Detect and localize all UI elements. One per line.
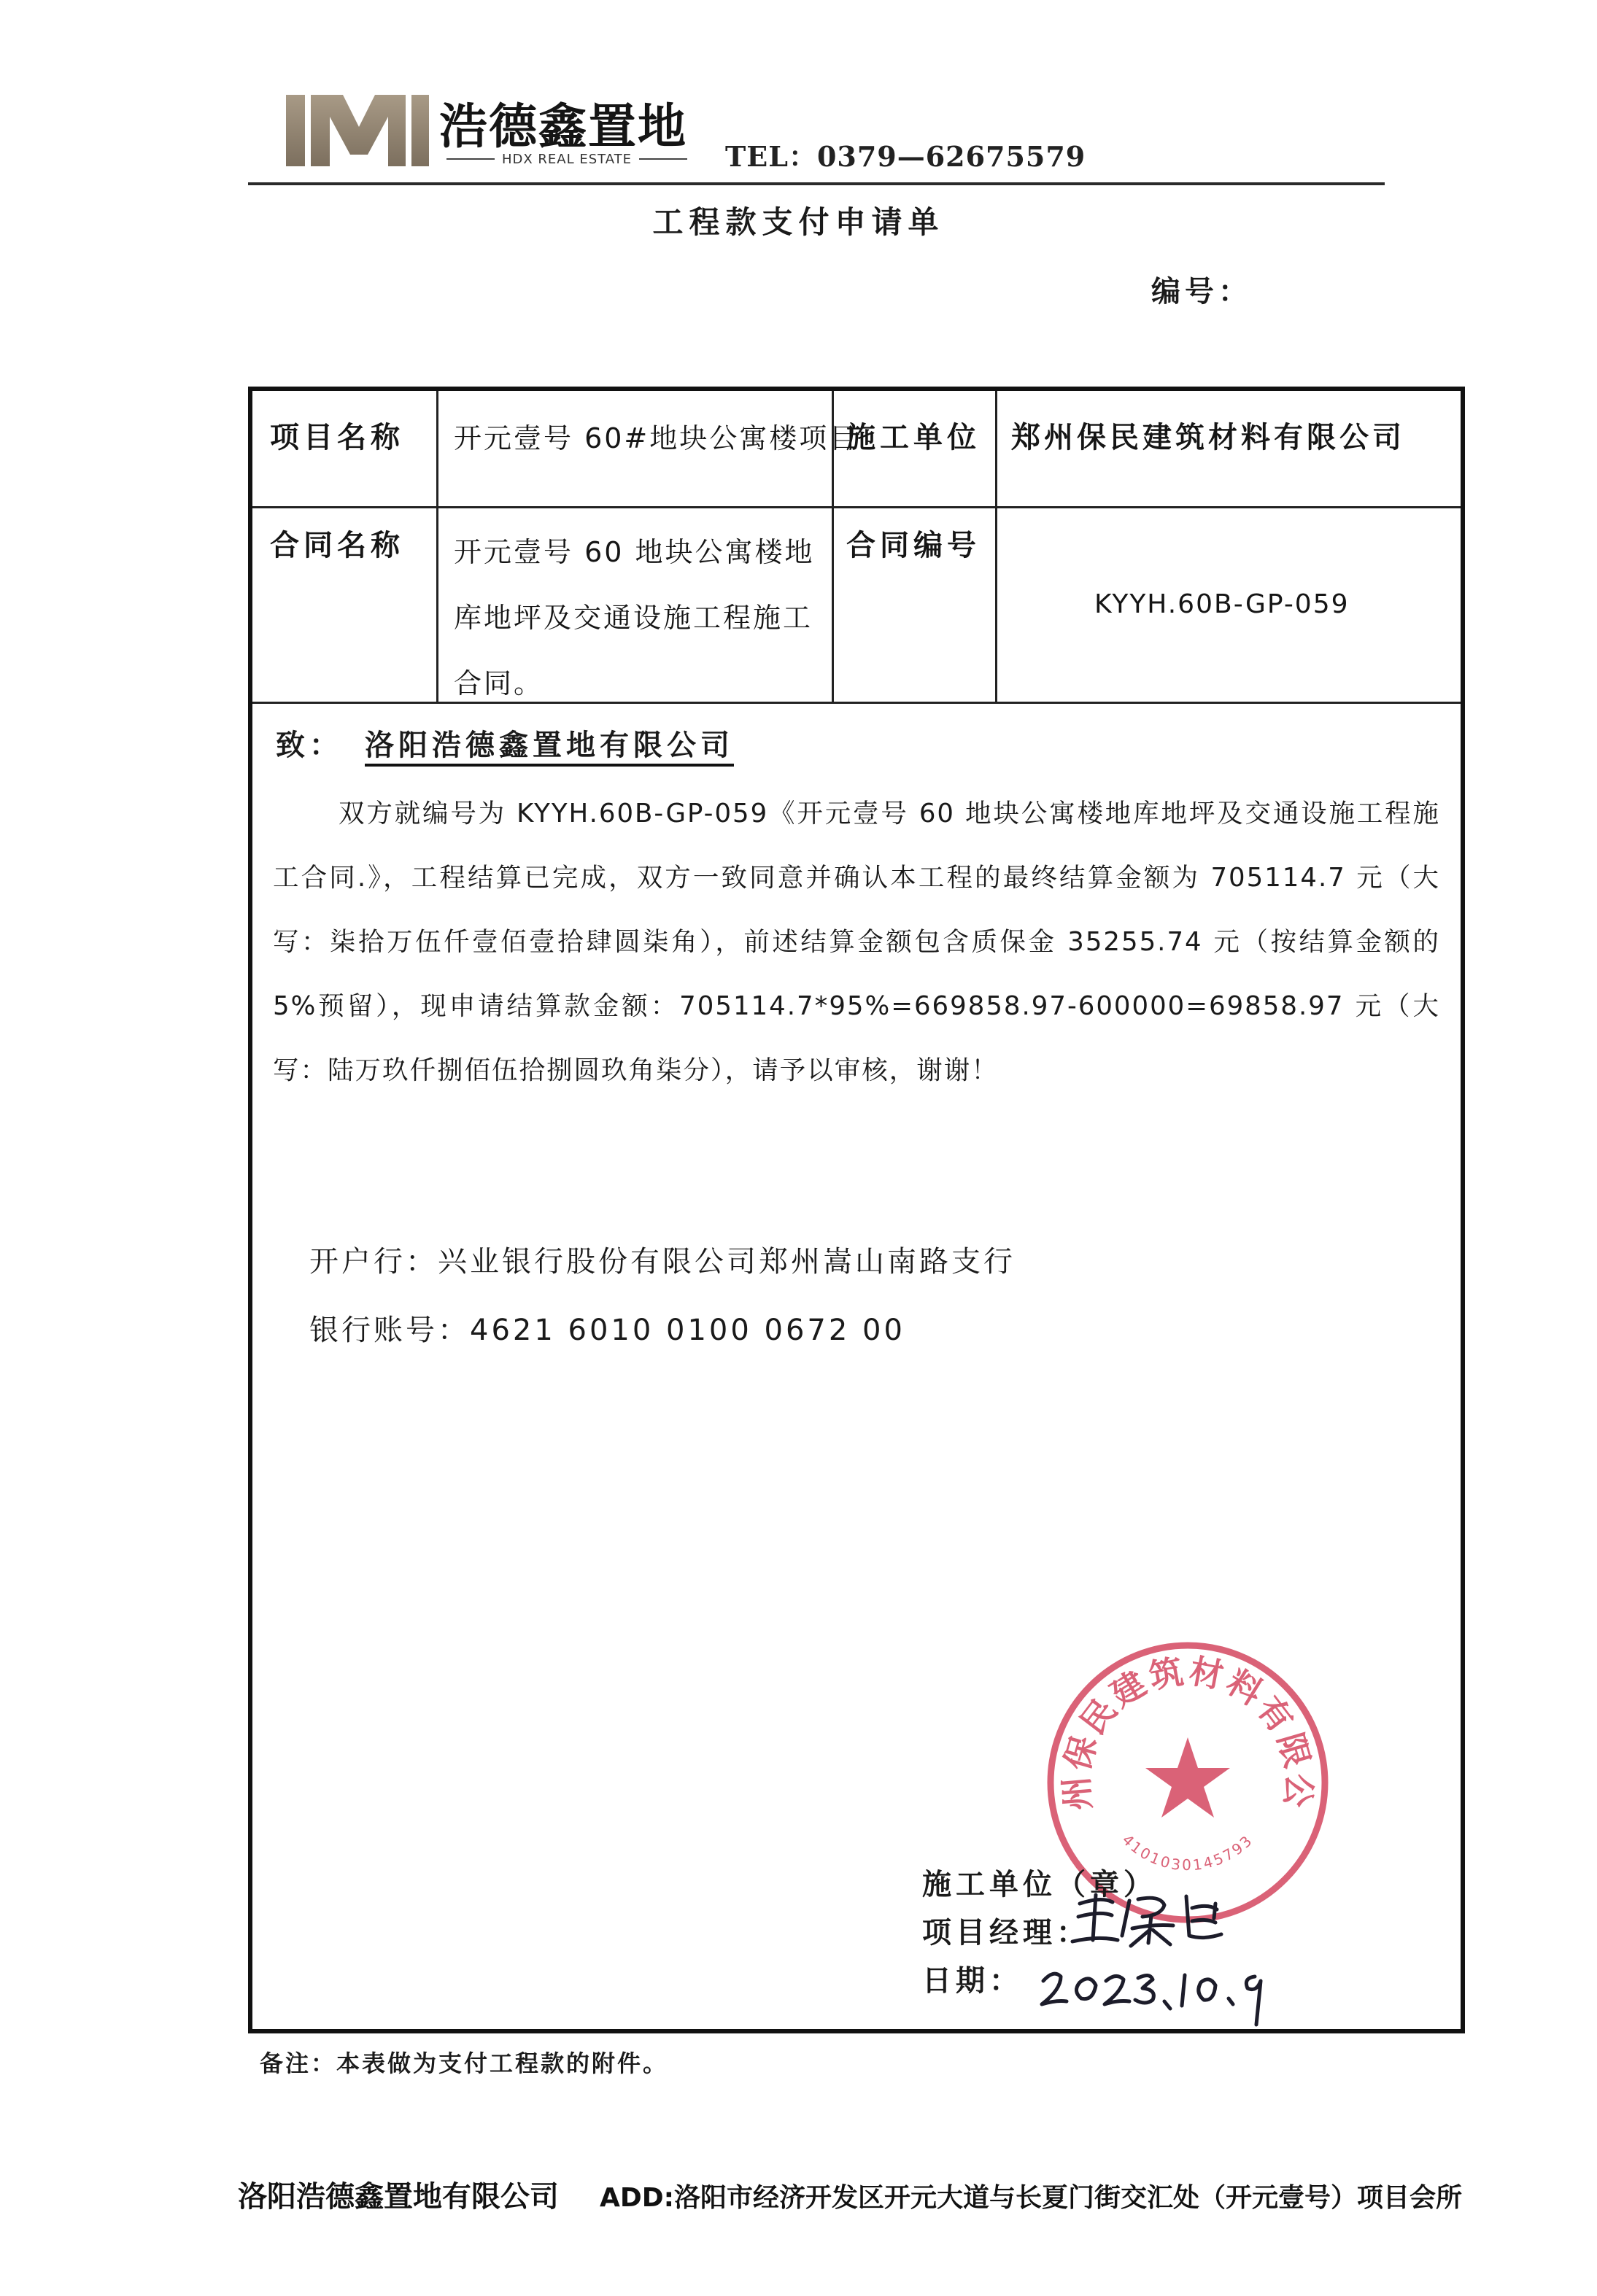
- handwritten-signature-icon: [1036, 1889, 1299, 2028]
- table-row-divider: [252, 702, 1461, 704]
- seal-text: 州保民建筑材料有限公: [1056, 1651, 1320, 1812]
- date-label: 日期：: [922, 1964, 1023, 1998]
- remark-note: 备注：本表做为支付工程款的附件。: [260, 2049, 669, 2077]
- contract-number-label: 合同编号: [846, 529, 981, 562]
- account-number: 4621 6010 0100 0672 00: [470, 1314, 905, 1347]
- addressee-company: 洛阳浩德鑫置地有限公司: [365, 729, 734, 767]
- divider: [639, 158, 687, 160]
- project-manager-label: 项目经理：: [922, 1916, 1090, 1950]
- telephone: TEL：0379—62675579: [725, 140, 1086, 173]
- seal-code: 4101030145793: [1118, 1831, 1257, 1874]
- bank-info: [309, 1238, 1016, 1280]
- document-title: 工程款支付申请单: [652, 204, 945, 240]
- contractor-label: 施工单位: [846, 421, 981, 454]
- addressee: [276, 722, 734, 764]
- application-body: 双方就编号为 KYYH.60B-GP-059《开元壹号 60 地块公寓楼地库地坪及交通设施工程施工合同.》，工程结算已完成，双方一致同意并确认本工程的最终结算金额为 705114.7 元（大写：柒拾万伍仟壹佰壹拾肆圆柒角），前述结算金额包含质保金 35255.74 元（按结算金额的 5%预留），现申请结算款金额：705114.7*95%=669858.97-600000=69858.97 元（大写：陆万玖仟捌佰伍拾捌圆玖角柒分），请予以审核，谢谢！: [273, 799, 1440, 1085]
- contractor-value: 郑州保民建筑材料有限公司: [1011, 421, 1405, 454]
- brand-name: 浩德鑫置地: [439, 98, 687, 155]
- footer-company: 洛阳浩德鑫置地有限公司: [238, 2180, 559, 2214]
- contract-name-label: 合同名称: [270, 529, 404, 562]
- table-column-divider: [436, 391, 438, 702]
- document-number-label: 编号：: [1151, 275, 1252, 309]
- contractor-seal-label: 施工单位（章）: [922, 1868, 1157, 1901]
- bank-label: 开户行：: [309, 1245, 438, 1279]
- addressee-label: 致：: [276, 729, 343, 762]
- table-column-divider: [995, 391, 997, 702]
- divider: [446, 158, 495, 160]
- account-label: 银行账号：: [309, 1314, 470, 1347]
- footer-address: ADD:洛阳市经济开发区开元大道与长夏门街交汇处（开元壹号）项目会所: [600, 2183, 1463, 2213]
- header-divider: [248, 182, 1385, 185]
- company-logo-icon: [286, 95, 429, 166]
- contract-number-value: KYYH.60B-GP-059: [1094, 589, 1350, 619]
- account-info: [309, 1307, 905, 1349]
- contract-name-value: 开元壹号 60 地块公寓楼地库地坪及交通设施工程施工合同。: [454, 536, 815, 699]
- footer: [238, 2173, 1462, 2215]
- brand-english-name: HDX REAL ESTATE: [501, 151, 633, 167]
- project-name-value: 开元壹号 60#地块公寓楼项目: [454, 422, 859, 454]
- table-row-divider: [252, 506, 1461, 508]
- brand-tagline: [446, 150, 687, 168]
- project-name-label: 项目名称: [270, 421, 404, 454]
- bank-name: 兴业银行股份有限公司郑州嵩山南路支行: [438, 1245, 1016, 1279]
